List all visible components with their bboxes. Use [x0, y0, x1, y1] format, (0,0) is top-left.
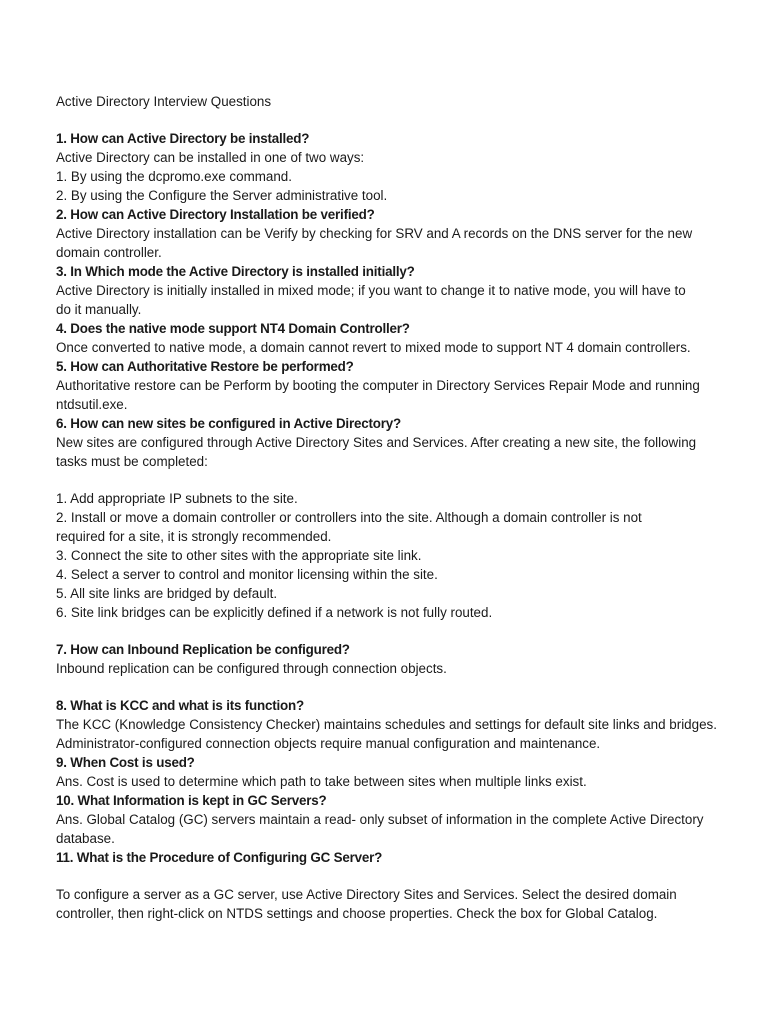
answer-5-line-1: Authoritative restore can be Perform by booting the computer in Directory Services Repair Mode and running — [56, 378, 700, 393]
answer-6-line-1: New sites are configured through Active Directory Sites and Services. After creating a new site, the following — [56, 435, 697, 450]
answer-3-line-1: Active Directory is initially installed in mixed mode; if you want to change it to native mode, you will have to — [56, 283, 686, 298]
answer-6-step-3: 3. Connect the site to other sites with the appropriate site link. — [56, 548, 422, 563]
answer-8-line-1: The KCC (Knowledge Consistency Checker) maintains schedules and settings for default site links and bridges. — [56, 717, 717, 732]
question-2: 2. How can Active Directory Installation be verified? — [56, 207, 375, 222]
answer-6-step-1: 1. Add appropriate IP subnets to the site. — [56, 491, 298, 506]
answer-1-line-2: 1. By using the dcpromo.exe command. — [56, 169, 292, 184]
answer-6-step-2-cont: required for a site, it is strongly recommended. — [56, 529, 332, 544]
answer-1-line-1: Active Directory can be installed in one of two ways: — [56, 150, 365, 165]
spacer — [56, 678, 728, 696]
question-4: 4. Does the native mode support NT4 Domain Controller? — [56, 321, 410, 336]
spacer — [56, 622, 728, 640]
answer-2-line-1: Active Directory installation can be Verify by checking for SRV and A records on the DNS server for the new — [56, 226, 693, 241]
answer-6-line-2: tasks must be completed: — [56, 454, 208, 469]
answer-6-step-5: 5. All site links are bridged by default. — [56, 586, 278, 601]
question-5: 5. How can Authoritative Restore be performed? — [56, 359, 354, 374]
question-6: 6. How can new sites be configured in Active Directory? — [56, 416, 401, 431]
answer-10-line-2: database. — [56, 831, 115, 846]
question-7: 7. How can Inbound Replication be configured? — [56, 642, 350, 657]
answer-1-line-3: 2. By using the Configure the Server administrative tool. — [56, 188, 388, 203]
answer-10-line-1: Ans. Global Catalog (GC) servers maintain a read- only subset of information in the complete Active Directory — [56, 812, 704, 827]
spacer — [56, 867, 728, 885]
question-11: 11. What is the Procedure of Configuring GC Server? — [56, 850, 383, 865]
question-10: 10. What Information is kept in GC Servers? — [56, 793, 327, 808]
answer-3-line-2: do it manually. — [56, 302, 142, 317]
answer-6-step-6: 6. Site link bridges can be explicitly defined if a network is not fully routed. — [56, 605, 493, 620]
answer-8-line-2: Administrator-configured connection objects require manual configuration and maintenance. — [56, 736, 601, 751]
answer-7-line-1: Inbound replication can be configured through connection objects. — [56, 661, 447, 676]
answer-9-line-1: Ans. Cost is used to determine which path to take between sites when multiple links exist. — [56, 774, 587, 789]
answer-5-line-2: ntdsutil.exe. — [56, 397, 128, 412]
question-1: 1. How can Active Directory be installed? — [56, 131, 310, 146]
answer-6-step-4: 4. Select a server to control and monitor licensing within the site. — [56, 567, 438, 582]
spacer — [56, 471, 728, 489]
answer-4-line-1: Once converted to native mode, a domain cannot revert to mixed mode to support NT 4 domain controllers. — [56, 340, 691, 355]
answer-6-step-2: 2. Install or move a domain controller or controllers into the site. Although a domain controller is not — [56, 510, 642, 525]
question-9: 9. When Cost is used? — [56, 755, 195, 770]
question-3: 3. In Which mode the Active Directory is installed initially? — [56, 264, 415, 279]
document-title: Active Directory Interview Questions — [56, 94, 272, 109]
answer-2-line-2: domain controller. — [56, 245, 162, 260]
answer-11-line-2: controller, then right-click on NTDS settings and choose properties. Check the box for Global Catalog. — [56, 906, 658, 921]
answer-11-line-1: To configure a server as a GC server, use Active Directory Sites and Services. Select the desired domain — [56, 887, 677, 902]
question-8: 8. What is KCC and what is its function? — [56, 698, 304, 713]
